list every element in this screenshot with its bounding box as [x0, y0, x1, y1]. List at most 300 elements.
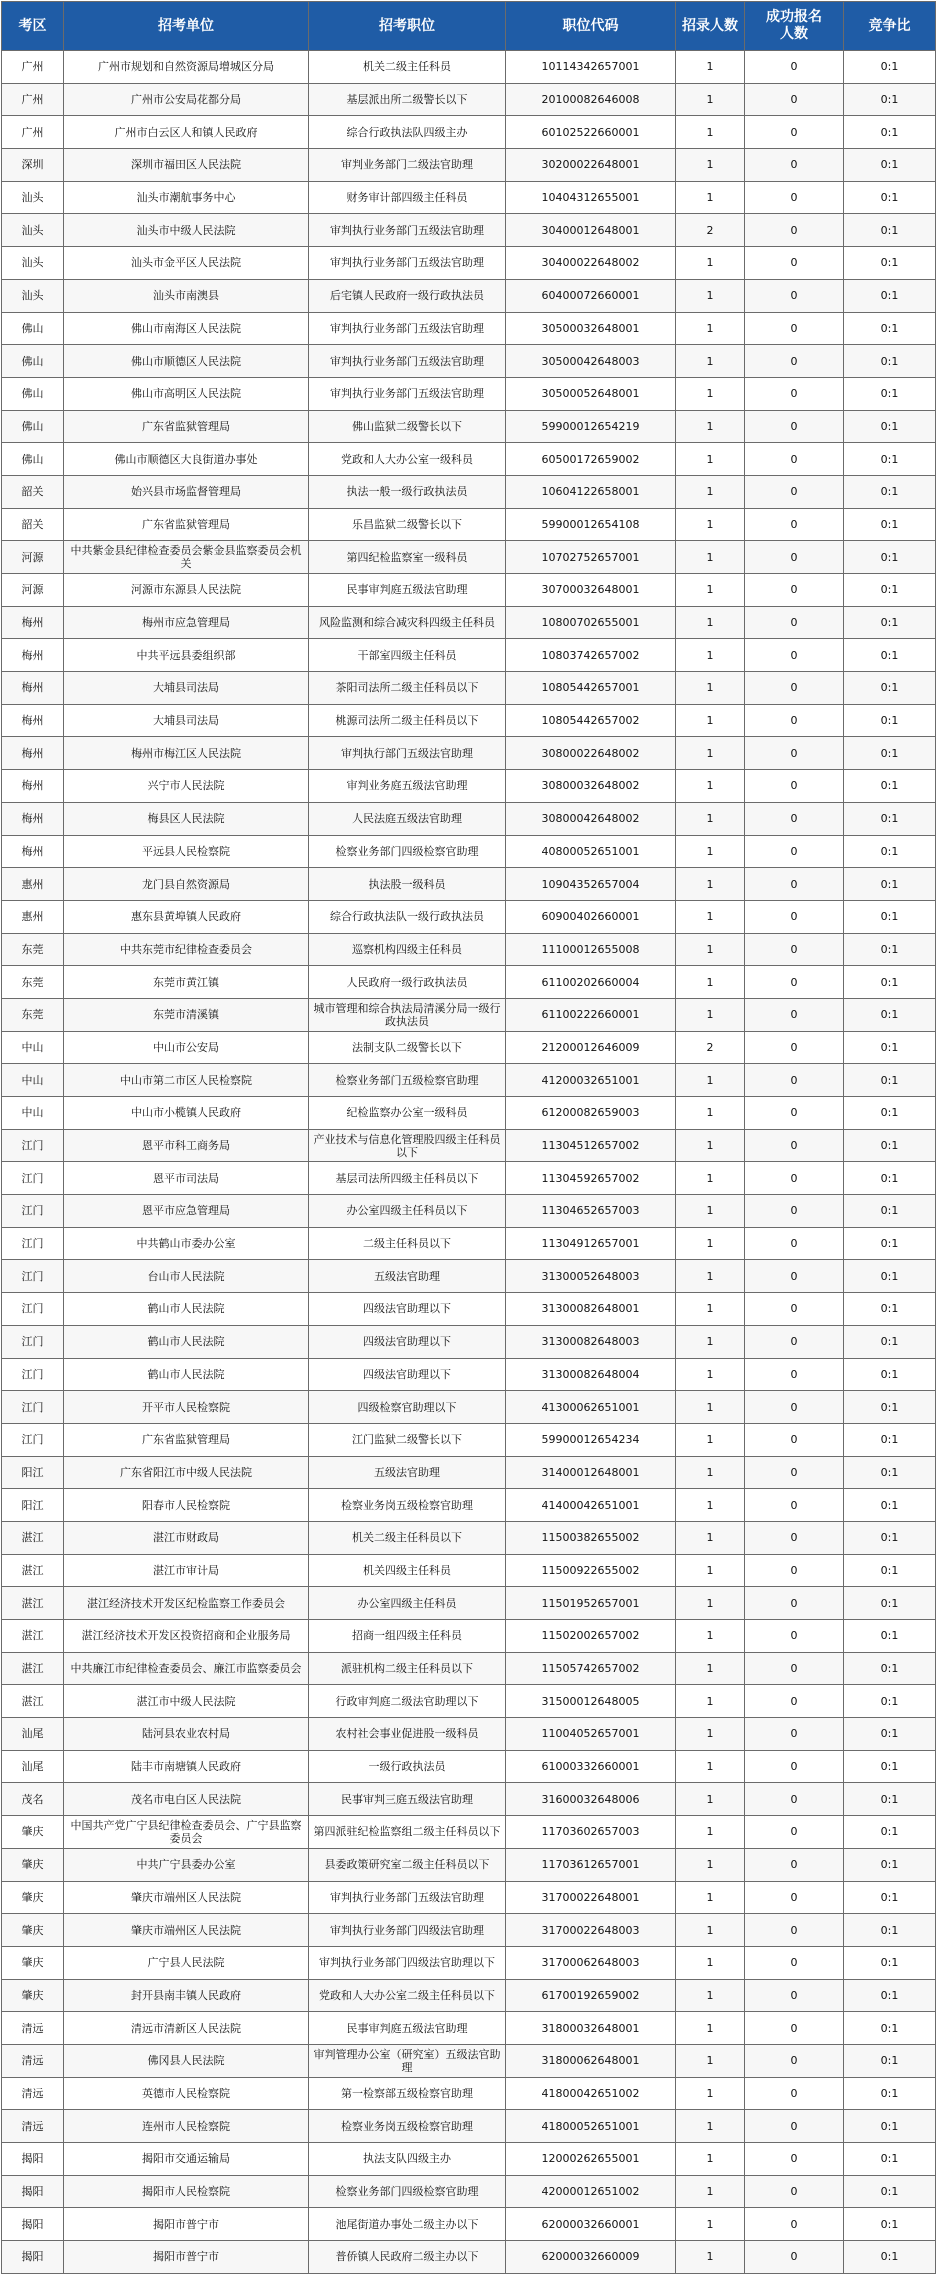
cell-applicants: 0 — [745, 247, 844, 280]
recruitment-table-container — [1, 1, 935, 2274]
cell-exam-area: 肇庆 — [2, 1979, 64, 2012]
cell-recruiting-unit: 广东省监狱管理局 — [64, 508, 309, 541]
cell-competition-ratio: 0:1 — [844, 1979, 936, 2012]
cell-competition-ratio: 0:1 — [844, 1750, 936, 1783]
cell-position: 办公室四级主任科员以下 — [309, 1195, 506, 1228]
table-row — [2, 1783, 936, 1816]
cell-position-code: 30400012648001 — [506, 214, 676, 247]
cell-applicants: 0 — [745, 639, 844, 672]
table-row — [2, 1620, 936, 1653]
cell-exam-area: 汕头 — [2, 214, 64, 247]
cell-exam-area: 肇庆 — [2, 1914, 64, 1947]
cell-position-code: 61100222660001 — [506, 998, 676, 1031]
cell-applicants: 0 — [745, 1946, 844, 1979]
cell-position: 检察业务岗五级检察官助理 — [309, 2110, 506, 2143]
cell-hiring-count: 1 — [676, 1260, 745, 1293]
cell-position-code: 10904352657004 — [506, 868, 676, 901]
cell-recruiting-unit: 开平市人民检察院 — [64, 1391, 309, 1424]
cell-position-code: 11502002657002 — [506, 1620, 676, 1653]
cell-competition-ratio: 0:1 — [844, 1685, 936, 1718]
cell-applicants: 0 — [745, 443, 844, 476]
table-row — [2, 639, 936, 672]
table-row — [2, 2110, 936, 2143]
cell-applicants: 0 — [745, 2077, 844, 2110]
cell-competition-ratio: 0:1 — [844, 1227, 936, 1260]
cell-competition-ratio: 0:1 — [844, 704, 936, 737]
cell-position: 四级检察官助理以下 — [309, 1391, 506, 1424]
cell-position-code: 11500382655002 — [506, 1521, 676, 1554]
cell-exam-area: 佛山 — [2, 443, 64, 476]
cell-competition-ratio: 0:1 — [844, 2077, 936, 2110]
cell-recruiting-unit: 佛山市顺德区人民法院 — [64, 345, 309, 378]
cell-position-code: 59900012654234 — [506, 1423, 676, 1456]
cell-position-code: 10805442657002 — [506, 704, 676, 737]
cell-position: 机关二级主任科员 — [309, 51, 506, 84]
cell-applicants: 0 — [745, 868, 844, 901]
cell-competition-ratio: 0:1 — [844, 2110, 936, 2143]
cell-hiring-count: 1 — [676, 2077, 745, 2110]
cell-position: 巡察机构四级主任科员 — [309, 933, 506, 966]
cell-position: 民事审判庭五级法官助理 — [309, 2012, 506, 2045]
cell-competition-ratio: 0:1 — [844, 1914, 936, 1947]
cell-recruiting-unit: 湛江市审计局 — [64, 1554, 309, 1587]
cell-exam-area: 阳江 — [2, 1489, 64, 1522]
cell-exam-area: 河源 — [2, 541, 64, 574]
cell-competition-ratio: 0:1 — [844, 1456, 936, 1489]
table-row — [2, 868, 936, 901]
cell-recruiting-unit: 平远县人民检察院 — [64, 835, 309, 868]
cell-applicants: 0 — [745, 1391, 844, 1424]
cell-recruiting-unit: 深圳市福田区人民法院 — [64, 149, 309, 182]
cell-hiring-count: 1 — [676, 900, 745, 933]
cell-position: 后宅镇人民政府一级行政执法员 — [309, 279, 506, 312]
cell-recruiting-unit: 广宁县人民法院 — [64, 1946, 309, 1979]
cell-hiring-count: 1 — [676, 1848, 745, 1881]
cell-position-code: 60500172659002 — [506, 443, 676, 476]
cell-competition-ratio: 0:1 — [844, 1358, 936, 1391]
cell-competition-ratio: 0:1 — [844, 1260, 936, 1293]
cell-competition-ratio: 0:1 — [844, 1489, 936, 1522]
cell-recruiting-unit: 湛江经济技术开发区纪检监察工作委员会 — [64, 1587, 309, 1620]
cell-exam-area: 揭阳 — [2, 2241, 64, 2274]
cell-exam-area: 揭阳 — [2, 2208, 64, 2241]
table-row — [2, 541, 936, 574]
cell-position-code: 59900012654108 — [506, 508, 676, 541]
cell-position-code: 31800032648001 — [506, 2012, 676, 2045]
cell-position-code: 60400072660001 — [506, 279, 676, 312]
cell-exam-area: 江门 — [2, 1325, 64, 1358]
table-row — [2, 1358, 936, 1391]
cell-recruiting-unit: 中共鹤山市委办公室 — [64, 1227, 309, 1260]
header-position-code: 职位代码 — [506, 2, 676, 51]
cell-position-code: 61100202660004 — [506, 966, 676, 999]
cell-position: 审判执行业务部门五级法官助理 — [309, 312, 506, 345]
cell-hiring-count: 1 — [676, 410, 745, 443]
table-row — [2, 2012, 936, 2045]
cell-hiring-count: 2 — [676, 1031, 745, 1064]
cell-position-code: 30800032648002 — [506, 770, 676, 803]
cell-exam-area: 东莞 — [2, 998, 64, 1031]
cell-applicants: 0 — [745, 1227, 844, 1260]
cell-recruiting-unit: 鹤山市人民法院 — [64, 1325, 309, 1358]
cell-hiring-count: 1 — [676, 672, 745, 705]
cell-competition-ratio: 0:1 — [844, 933, 936, 966]
cell-competition-ratio: 0:1 — [844, 1391, 936, 1424]
cell-hiring-count: 1 — [676, 541, 745, 574]
cell-recruiting-unit: 揭阳市交通运输局 — [64, 2143, 309, 2176]
cell-competition-ratio: 0:1 — [844, 737, 936, 770]
cell-recruiting-unit: 龙门县自然资源局 — [64, 868, 309, 901]
cell-hiring-count: 1 — [676, 1358, 745, 1391]
cell-hiring-count: 1 — [676, 1423, 745, 1456]
cell-position-code: 11703612657001 — [506, 1848, 676, 1881]
cell-hiring-count: 1 — [676, 443, 745, 476]
cell-position-code: 30200022648001 — [506, 149, 676, 182]
cell-competition-ratio: 0:1 — [844, 1064, 936, 1097]
cell-competition-ratio: 0:1 — [844, 541, 936, 574]
table-row — [2, 1750, 936, 1783]
table-row — [2, 835, 936, 868]
cell-applicants: 0 — [745, 1325, 844, 1358]
cell-exam-area: 汕头 — [2, 279, 64, 312]
table-row — [2, 1554, 936, 1587]
cell-hiring-count: 1 — [676, 279, 745, 312]
cell-competition-ratio: 0:1 — [844, 2012, 936, 2045]
cell-hiring-count: 1 — [676, 1521, 745, 1554]
cell-hiring-count: 1 — [676, 51, 745, 84]
cell-exam-area: 佛山 — [2, 312, 64, 345]
table-header-row — [2, 2, 936, 51]
cell-exam-area: 广州 — [2, 83, 64, 116]
cell-position-code: 30500052648001 — [506, 377, 676, 410]
cell-position: 财务审计部四级主任科员 — [309, 181, 506, 214]
header-hiring-count: 招录人数 — [676, 2, 745, 51]
cell-applicants: 0 — [745, 149, 844, 182]
cell-exam-area: 湛江 — [2, 1521, 64, 1554]
cell-position-code: 30500032648001 — [506, 312, 676, 345]
cell-hiring-count: 1 — [676, 1064, 745, 1097]
cell-position-code: 61000332660001 — [506, 1750, 676, 1783]
cell-competition-ratio: 0:1 — [844, 1554, 936, 1587]
table-row — [2, 51, 936, 84]
cell-hiring-count: 1 — [676, 1162, 745, 1195]
table-row — [2, 475, 936, 508]
cell-exam-area: 揭阳 — [2, 2143, 64, 2176]
cell-position-code: 11304912657001 — [506, 1227, 676, 1260]
cell-hiring-count: 1 — [676, 345, 745, 378]
cell-position: 四级法官助理以下 — [309, 1358, 506, 1391]
cell-position: 审判执行业务部门五级法官助理 — [309, 1881, 506, 1914]
header-applicants: 成功报名人数 — [745, 2, 844, 51]
cell-applicants: 0 — [745, 181, 844, 214]
cell-position-code: 61200082659003 — [506, 1097, 676, 1130]
cell-recruiting-unit: 东莞市黄江镇 — [64, 966, 309, 999]
cell-recruiting-unit: 中山市公安局 — [64, 1031, 309, 1064]
cell-recruiting-unit: 广州市公安局花都分局 — [64, 83, 309, 116]
cell-position: 审判执行部门五级法官助理 — [309, 737, 506, 770]
cell-position-code: 60102522660001 — [506, 116, 676, 149]
cell-recruiting-unit: 惠东县黄埠镇人民政府 — [64, 900, 309, 933]
cell-position: 人民法庭五级法官助理 — [309, 802, 506, 835]
cell-hiring-count: 1 — [676, 1227, 745, 1260]
cell-competition-ratio: 0:1 — [844, 1129, 936, 1162]
cell-position: 乐昌监狱二级警长以下 — [309, 508, 506, 541]
cell-hiring-count: 1 — [676, 1554, 745, 1587]
cell-hiring-count: 1 — [676, 639, 745, 672]
cell-competition-ratio: 0:1 — [844, 1031, 936, 1064]
cell-applicants: 0 — [745, 1685, 844, 1718]
cell-hiring-count: 1 — [676, 1129, 745, 1162]
cell-position: 二级主任科员以下 — [309, 1227, 506, 1260]
table-row — [2, 1260, 936, 1293]
cell-recruiting-unit: 中国共产党广宁县纪律检查委员会、广宁县监察委员会 — [64, 1816, 309, 1849]
table-row — [2, 1587, 936, 1620]
table-row — [2, 345, 936, 378]
cell-recruiting-unit: 恩平市科工商务局 — [64, 1129, 309, 1162]
cell-exam-area: 肇庆 — [2, 1816, 64, 1849]
cell-applicants: 0 — [745, 1064, 844, 1097]
cell-competition-ratio: 0:1 — [844, 1325, 936, 1358]
cell-position-code: 11505742657002 — [506, 1652, 676, 1685]
cell-recruiting-unit: 鹤山市人民法院 — [64, 1358, 309, 1391]
cell-exam-area: 深圳 — [2, 149, 64, 182]
cell-competition-ratio: 0:1 — [844, 2208, 936, 2241]
cell-position: 第四纪检监察室一级科员 — [309, 541, 506, 574]
cell-competition-ratio: 0:1 — [844, 1718, 936, 1751]
cell-position: 执法股一级科员 — [309, 868, 506, 901]
cell-recruiting-unit: 河源市东源县人民法院 — [64, 574, 309, 607]
cell-position: 江门监狱二级警长以下 — [309, 1423, 506, 1456]
cell-applicants: 0 — [745, 1750, 844, 1783]
cell-exam-area: 江门 — [2, 1195, 64, 1228]
cell-recruiting-unit: 梅州市应急管理局 — [64, 606, 309, 639]
cell-recruiting-unit: 封开县南丰镇人民政府 — [64, 1979, 309, 2012]
cell-exam-area: 江门 — [2, 1293, 64, 1326]
cell-exam-area: 江门 — [2, 1162, 64, 1195]
cell-applicants: 0 — [745, 475, 844, 508]
cell-position-code: 41300062651001 — [506, 1391, 676, 1424]
cell-applicants: 0 — [745, 312, 844, 345]
cell-position-code: 12000262655001 — [506, 2143, 676, 2176]
cell-applicants: 0 — [745, 2208, 844, 2241]
cell-applicants: 0 — [745, 2175, 844, 2208]
table-row — [2, 312, 936, 345]
cell-recruiting-unit: 东莞市清溪镇 — [64, 998, 309, 1031]
cell-applicants: 0 — [745, 2044, 844, 2077]
table-row — [2, 1456, 936, 1489]
cell-competition-ratio: 0:1 — [844, 377, 936, 410]
cell-position: 第一检察部五级检察官助理 — [309, 2077, 506, 2110]
cell-applicants: 0 — [745, 1718, 844, 1751]
table-row — [2, 704, 936, 737]
cell-position-code: 10604122658001 — [506, 475, 676, 508]
cell-exam-area: 中山 — [2, 1097, 64, 1130]
cell-hiring-count: 1 — [676, 2175, 745, 2208]
cell-position: 审判业务庭五级法官助理 — [309, 770, 506, 803]
cell-competition-ratio: 0:1 — [844, 410, 936, 443]
cell-applicants: 0 — [745, 1129, 844, 1162]
cell-position-code: 40800052651001 — [506, 835, 676, 868]
cell-position-code: 10114342657001 — [506, 51, 676, 84]
cell-hiring-count: 1 — [676, 83, 745, 116]
cell-recruiting-unit: 中共廉江市纪律检查委员会、廉江市监察委员会 — [64, 1652, 309, 1685]
cell-position-code: 31400012648001 — [506, 1456, 676, 1489]
cell-hiring-count: 1 — [676, 2208, 745, 2241]
cell-applicants: 0 — [745, 1554, 844, 1587]
cell-position: 普侨镇人民政府二级主办以下 — [309, 2241, 506, 2274]
cell-recruiting-unit: 恩平市司法局 — [64, 1162, 309, 1195]
cell-hiring-count: 1 — [676, 933, 745, 966]
table-row — [2, 1391, 936, 1424]
cell-position-code: 31300082648003 — [506, 1325, 676, 1358]
cell-position-code: 41400042651001 — [506, 1489, 676, 1522]
cell-position: 县委政策研究室二级主任科员以下 — [309, 1848, 506, 1881]
header-position: 招考职位 — [309, 2, 506, 51]
cell-exam-area: 汕头 — [2, 247, 64, 280]
cell-competition-ratio: 0:1 — [844, 802, 936, 835]
table-row — [2, 1129, 936, 1162]
cell-hiring-count: 1 — [676, 2241, 745, 2274]
table-row — [2, 1031, 936, 1064]
cell-position-code: 30500042648003 — [506, 345, 676, 378]
table-row — [2, 1423, 936, 1456]
cell-competition-ratio: 0:1 — [844, 2241, 936, 2274]
cell-position-code: 21200012646009 — [506, 1031, 676, 1064]
cell-recruiting-unit: 梅州市梅江区人民法院 — [64, 737, 309, 770]
cell-hiring-count: 1 — [676, 1979, 745, 2012]
table-row — [2, 737, 936, 770]
cell-hiring-count: 1 — [676, 966, 745, 999]
cell-applicants: 0 — [745, 1423, 844, 1456]
table-row — [2, 149, 936, 182]
cell-applicants: 0 — [745, 1620, 844, 1653]
cell-hiring-count: 1 — [676, 1914, 745, 1947]
cell-position: 池尾街道办事处二级主办以下 — [309, 2208, 506, 2241]
cell-applicants: 0 — [745, 1162, 844, 1195]
cell-hiring-count: 1 — [676, 1946, 745, 1979]
cell-applicants: 0 — [745, 574, 844, 607]
cell-applicants: 0 — [745, 998, 844, 1031]
cell-position-code: 30400022648002 — [506, 247, 676, 280]
cell-applicants: 0 — [745, 1260, 844, 1293]
cell-hiring-count: 1 — [676, 2110, 745, 2143]
cell-competition-ratio: 0:1 — [844, 868, 936, 901]
cell-position-code: 41200032651001 — [506, 1064, 676, 1097]
cell-position-code: 11501952657001 — [506, 1587, 676, 1620]
cell-exam-area: 江门 — [2, 1260, 64, 1293]
cell-applicants: 0 — [745, 214, 844, 247]
cell-position: 检察业务部门四级检察官助理 — [309, 2175, 506, 2208]
cell-exam-area: 河源 — [2, 574, 64, 607]
cell-recruiting-unit: 中共广宁县委办公室 — [64, 1848, 309, 1881]
cell-position-code: 11304652657003 — [506, 1195, 676, 1228]
cell-position-code: 30700032648001 — [506, 574, 676, 607]
cell-competition-ratio: 0:1 — [844, 1881, 936, 1914]
cell-applicants: 0 — [745, 802, 844, 835]
cell-exam-area: 梅州 — [2, 835, 64, 868]
cell-exam-area: 韶关 — [2, 475, 64, 508]
cell-position: 民事审判庭五级法官助理 — [309, 574, 506, 607]
cell-competition-ratio: 0:1 — [844, 1783, 936, 1816]
cell-competition-ratio: 0:1 — [844, 475, 936, 508]
header-exam-area: 考区 — [2, 2, 64, 51]
cell-hiring-count: 1 — [676, 868, 745, 901]
cell-position: 五级法官助理 — [309, 1260, 506, 1293]
cell-exam-area: 惠州 — [2, 868, 64, 901]
cell-position: 审判执行业务部门五级法官助理 — [309, 377, 506, 410]
cell-hiring-count: 1 — [676, 1391, 745, 1424]
cell-exam-area: 湛江 — [2, 1685, 64, 1718]
cell-hiring-count: 1 — [676, 508, 745, 541]
cell-exam-area: 江门 — [2, 1423, 64, 1456]
cell-position-code: 31300082648001 — [506, 1293, 676, 1326]
cell-exam-area: 梅州 — [2, 606, 64, 639]
cell-exam-area: 清远 — [2, 2110, 64, 2143]
cell-competition-ratio: 0:1 — [844, 508, 936, 541]
cell-exam-area: 湛江 — [2, 1554, 64, 1587]
cell-position: 办公室四级主任科员 — [309, 1587, 506, 1620]
cell-competition-ratio: 0:1 — [844, 247, 936, 280]
cell-recruiting-unit: 大埔县司法局 — [64, 704, 309, 737]
cell-exam-area: 汕尾 — [2, 1718, 64, 1751]
cell-position-code: 31700022648003 — [506, 1914, 676, 1947]
cell-exam-area: 广州 — [2, 51, 64, 84]
cell-position-code: 31300082648004 — [506, 1358, 676, 1391]
cell-position-code: 11100012655008 — [506, 933, 676, 966]
cell-applicants: 0 — [745, 83, 844, 116]
cell-recruiting-unit: 中共紫金县纪律检查委员会紫金县监察委员会机关 — [64, 541, 309, 574]
cell-recruiting-unit: 广州市规划和自然资源局增城区分局 — [64, 51, 309, 84]
cell-applicants: 0 — [745, 2241, 844, 2274]
table-row — [2, 443, 936, 476]
table-row — [2, 1293, 936, 1326]
cell-competition-ratio: 0:1 — [844, 770, 936, 803]
cell-applicants: 0 — [745, 1195, 844, 1228]
cell-competition-ratio: 0:1 — [844, 1620, 936, 1653]
cell-exam-area: 湛江 — [2, 1620, 64, 1653]
cell-applicants: 0 — [745, 377, 844, 410]
cell-position-code: 59900012654219 — [506, 410, 676, 443]
cell-exam-area: 江门 — [2, 1227, 64, 1260]
cell-hiring-count: 1 — [676, 377, 745, 410]
table-row — [2, 1946, 936, 1979]
cell-position: 基层司法所四级主任科员以下 — [309, 1162, 506, 1195]
cell-recruiting-unit: 中山市小榄镇人民政府 — [64, 1097, 309, 1130]
cell-exam-area: 清远 — [2, 2044, 64, 2077]
cell-position-code: 31700022648001 — [506, 1881, 676, 1914]
cell-position-code: 31300052648003 — [506, 1260, 676, 1293]
cell-exam-area: 汕头 — [2, 181, 64, 214]
cell-exam-area: 肇庆 — [2, 1946, 64, 1979]
cell-position-code: 31500012648005 — [506, 1685, 676, 1718]
cell-position: 审判业务部门二级法官助理 — [309, 149, 506, 182]
table-body — [2, 51, 936, 2274]
table-row — [2, 802, 936, 835]
cell-position: 纪检监察办公室一级科员 — [309, 1097, 506, 1130]
cell-applicants: 0 — [745, 966, 844, 999]
cell-recruiting-unit: 汕头市潮航事务中心 — [64, 181, 309, 214]
cell-applicants: 0 — [745, 279, 844, 312]
header-competition-ratio: 竞争比 — [844, 2, 936, 51]
cell-recruiting-unit: 揭阳市普宁市 — [64, 2208, 309, 2241]
cell-position-code: 60900402660001 — [506, 900, 676, 933]
cell-applicants: 0 — [745, 51, 844, 84]
cell-exam-area: 江门 — [2, 1358, 64, 1391]
cell-hiring-count: 1 — [676, 2012, 745, 2045]
cell-applicants: 0 — [745, 1031, 844, 1064]
table-row — [2, 247, 936, 280]
cell-position-code: 62000032660001 — [506, 2208, 676, 2241]
